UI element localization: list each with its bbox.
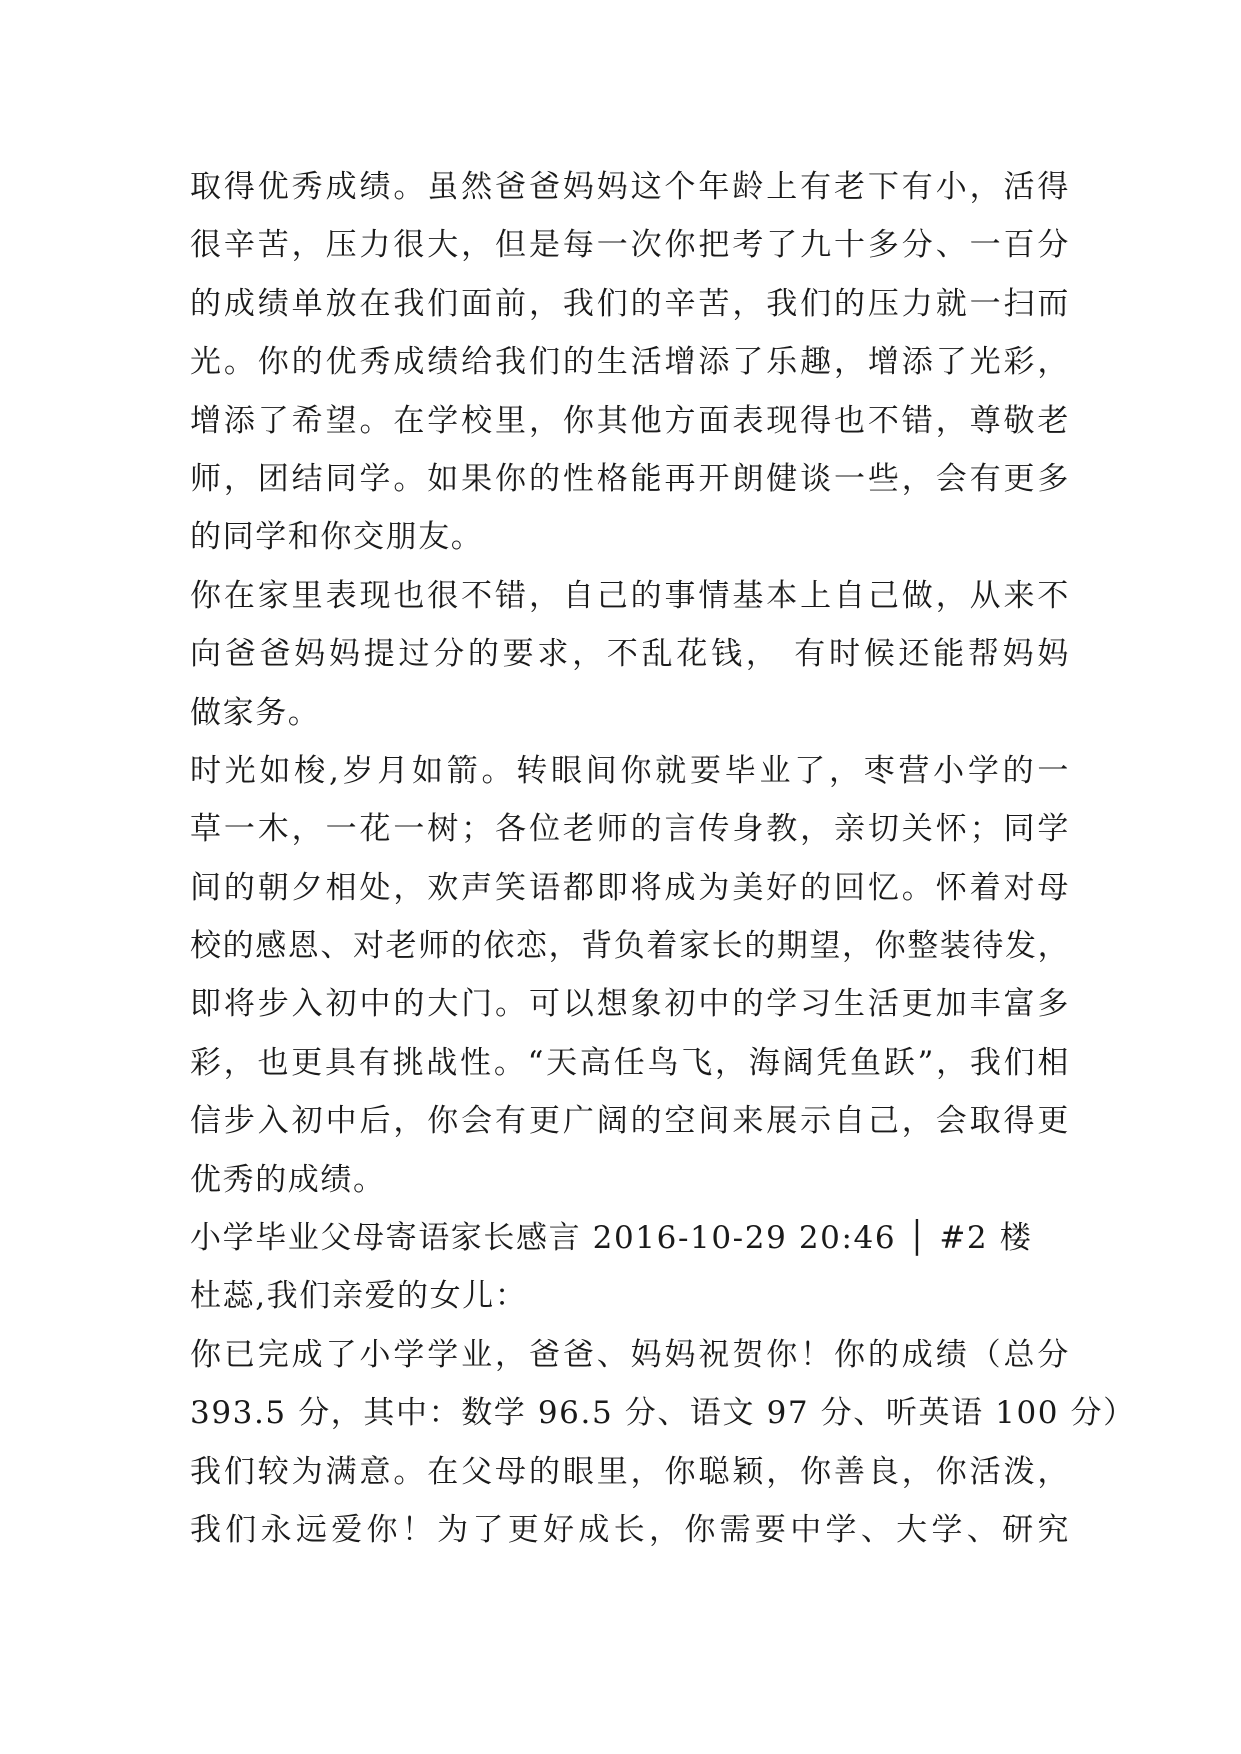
text-line: 你已完成了小学学业，爸爸、妈妈祝贺你！你的成绩（总分 <box>190 1336 1070 1373</box>
document-body <box>190 158 1136 1559</box>
text-line: 即将步入初中的大门。可以想象初中的学习生活更加丰富多 <box>190 986 1070 1023</box>
text-line: 彩，也更具有挑战性。“天高任鸟飞，海阔凭鱼跃”，我们相 <box>190 1044 1070 1081</box>
text-line: 的成绩单放在我们面前，我们的辛苦，我们的压力就一扫而 <box>190 285 1070 322</box>
text-line: 间的朝夕相处，欢声笑语都即将成为美好的回忆。怀着对母 <box>190 869 1070 906</box>
text-line: 校的感恩、对老师的依恋，背负着家长的期望，你整装待发， <box>190 928 1071 965</box>
text-line: 你在家里表现也很不错，自己的事情基本上自己做，从来不 <box>190 577 1070 614</box>
text-line: 增添了希望。在学校里，你其他方面表现得也不错，尊敬老 <box>190 402 1070 439</box>
text-line: 向爸爸妈妈提过分的要求，不乱花钱， 有时候还能帮妈妈 <box>190 636 1070 673</box>
text-line: 时光如梭,岁月如箭。转眼间你就要毕业了，枣营小学的一 <box>190 752 1070 789</box>
text-line: 我们永远爱你！为了更好成长，你需要中学、大学、研究 <box>190 1511 1070 1548</box>
text-line: 优秀的成绩。 <box>190 1161 386 1198</box>
text-line: 做家务。 <box>190 694 321 731</box>
text-line: 的同学和你交朋友。 <box>190 519 484 556</box>
text-line: 我们较为满意。在父母的眼里，你聪颖，你善良，你活泼， <box>190 1453 1070 1490</box>
text-line: 393.5 分，其中：数学 96.5 分、语文 97 分、听英语 100 分） <box>190 1395 1136 1432</box>
text-line: 很辛苦，压力很大，但是每一次你把考了九十多分、一百分 <box>190 227 1070 264</box>
salutation-line: 杜蕊,我们亲爱的女儿： <box>190 1278 528 1315</box>
text-line: 草一木，一花一树；各位老师的言传身教，亲切关怀；同学 <box>190 811 1070 848</box>
text-line: 信步入初中后，你会有更广阔的空间来展示自己，会取得更 <box>190 1103 1070 1140</box>
text-line: 师，团结同学。如果你的性格能再开朗健谈一些，会有更多 <box>190 460 1070 497</box>
text-line: 光。你的优秀成绩给我们的生活增添了乐趣，增添了光彩， <box>190 344 1070 381</box>
text-line: 取得优秀成绩。虽然爸爸妈妈这个年龄上有老下有小，活得 <box>190 169 1070 205</box>
post-header-line: 小学毕业父母寄语家长感言 2016-10-29 20:46 │ #2 楼 <box>190 1220 1033 1257</box>
